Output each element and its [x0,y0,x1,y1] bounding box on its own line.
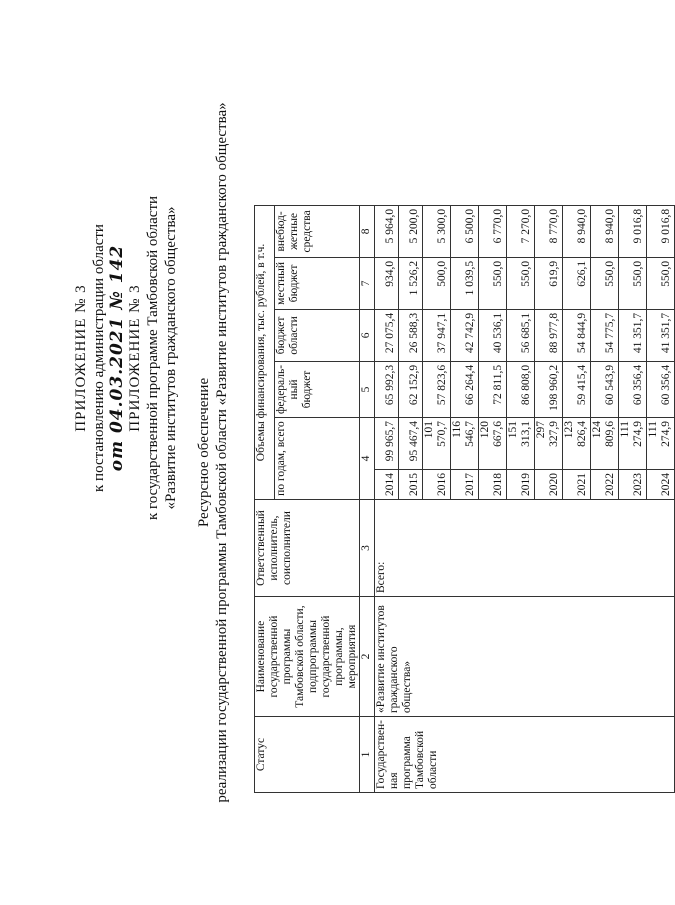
total-cell: 297 327,9 [535,418,563,470]
header-responsible: Ответственный исполнитель, соисполнители [255,500,360,597]
local-cell: 550,0 [591,257,619,309]
total-cell: 111 274,9 [619,418,647,470]
program-reference: к государственной программе Тамбовской области [145,195,161,521]
year-cell: 2020 [535,470,563,500]
federal-cell: 65 992,3 [375,361,399,417]
local-cell: 1 526,2 [399,257,423,309]
handwritten-date-number: от 04.03.2021 № 142 [107,244,127,472]
appendix-label: ПРИЛОЖЕНИЕ № 3 [73,284,89,432]
year-cell: 2023 [619,470,647,500]
local-cell: 550,0 [647,257,675,309]
col-number: 5 [360,361,375,417]
local-cell: 619,9 [535,257,563,309]
appendix-header [72,148,180,568]
extra-cell: 7 270,0 [507,205,535,257]
local-cell: 934,0 [375,257,399,309]
federal-cell: 59 415,4 [563,361,591,417]
header-name: Наименование государственной программы Тамбовской области, подпрограммы государственной программы, мероприятия [255,597,360,717]
year-cell: 2022 [591,470,619,500]
total-cell: 95 467,4 [399,418,423,470]
header-row-1 [255,205,275,792]
decree-reference: к постановлению администрации области [91,224,107,492]
column-numbers-row [360,205,375,792]
year-cell: 2021 [563,470,591,500]
local-cell: 550,0 [479,257,507,309]
header-volumes: Объемы финансирования, тыс. рублей, в т.ч. [255,205,275,499]
federal-cell: 62 152,9 [399,361,423,417]
regional-cell: 27 075,4 [375,309,399,361]
responsible-cell: Всего: [375,500,675,597]
local-cell: 500,0 [423,257,451,309]
year-cell: 2019 [507,470,535,500]
regional-cell: 26 588,3 [399,309,423,361]
regional-cell: 54 775,7 [591,309,619,361]
extra-cell: 6 770,0 [479,205,507,257]
year-cell: 2015 [399,470,423,500]
appendix-label-2: ПРИЛОЖЕНИЕ № 3 [127,284,143,432]
regional-cell: 40 536,1 [479,309,507,361]
regional-cell: 37 947,1 [423,309,451,361]
table-row [375,205,399,792]
total-cell: 123 826,4 [563,418,591,470]
extra-cell: 5 300,0 [423,205,451,257]
total-cell: 99 965,7 [375,418,399,470]
header-extra: внебюд-жетные средства [275,205,360,257]
regional-cell: 41 351,7 [647,309,675,361]
col-number: 4 [360,418,375,500]
header-by-years: по годам, всего [275,418,360,500]
federal-cell: 198 960,2 [535,361,563,417]
total-cell: 116 546,7 [451,418,479,470]
header-federal: федераль-ный бюджет [275,361,360,417]
col-number: 7 [360,257,375,309]
document-subtitle: реализации государственной программы Тамбовской области «Развитие институтов гражданского общества» [214,102,230,803]
regional-cell: 56 685,1 [507,309,535,361]
header-regional: бюджет области [275,309,360,361]
year-cell: 2017 [451,470,479,500]
local-cell: 626,1 [563,257,591,309]
status-cell: Государствен-ная программа Тамбовской области [375,717,675,793]
year-cell: 2016 [423,470,451,500]
local-cell: 1 039,5 [451,257,479,309]
col-number: 2 [360,597,375,717]
regional-cell: 42 742,9 [451,309,479,361]
federal-cell: 86 808,0 [507,361,535,417]
col-number: 1 [360,717,375,793]
total-cell: 124 809,6 [591,418,619,470]
local-cell: 550,0 [507,257,535,309]
program-name-cell: «Развитие институтов гражданского общества» [375,597,675,717]
federal-cell: 60 356,4 [647,361,675,417]
year-cell: 2014 [375,470,399,500]
program-name: «Развитие институтов гражданского общества» [163,206,179,510]
extra-cell: 9 016,8 [647,205,675,257]
document-title: Ресурсное обеспечение [196,377,212,528]
extra-cell: 9 016,8 [619,205,647,257]
extra-cell: 8 940,0 [591,205,619,257]
year-cell: 2024 [647,470,675,500]
total-cell: 120 667,6 [479,418,507,470]
header-status: Статус [255,717,360,793]
col-number: 3 [360,500,375,597]
local-cell: 550,0 [619,257,647,309]
extra-cell: 8 770,0 [535,205,563,257]
col-number: 6 [360,309,375,361]
extra-cell: 5 200,0 [399,205,423,257]
col-number: 8 [360,205,375,257]
federal-cell: 60 543,9 [591,361,619,417]
federal-cell: 57 823,6 [423,361,451,417]
extra-cell: 5 964,0 [375,205,399,257]
header-local: местный бюджет [275,257,360,309]
total-cell: 151 313,1 [507,418,535,470]
extra-cell: 6 500,0 [451,205,479,257]
regional-cell: 88 977,8 [535,309,563,361]
total-cell: 101 570,7 [423,418,451,470]
resource-table [254,205,675,793]
federal-cell: 72 811,5 [479,361,507,417]
total-cell: 111 274,9 [647,418,675,470]
regional-cell: 54 844,9 [563,309,591,361]
federal-cell: 60 356,4 [619,361,647,417]
year-cell: 2018 [479,470,507,500]
extra-cell: 8 940,0 [563,205,591,257]
regional-cell: 41 351,7 [619,309,647,361]
federal-cell: 66 264,4 [451,361,479,417]
